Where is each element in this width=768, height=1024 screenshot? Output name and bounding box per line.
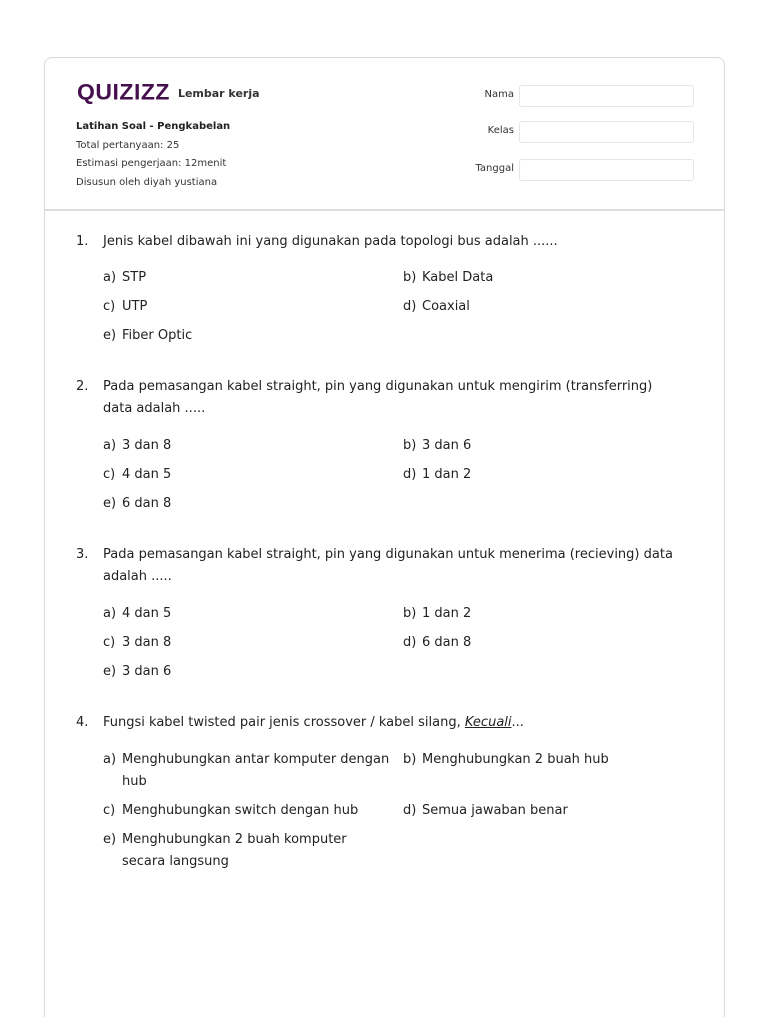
time-estimate: Estimasi pengerjaan: 12menit xyxy=(76,158,227,169)
option-letter: d) xyxy=(403,803,417,818)
option-text: 3 dan 8 xyxy=(122,635,172,650)
option-letter: d) xyxy=(403,467,417,482)
name-label: Nama xyxy=(484,89,514,100)
question-number: 4. xyxy=(76,715,89,730)
option-letter: b) xyxy=(403,752,417,767)
option-text: 3 dan 8 xyxy=(122,438,172,453)
option-text: 4 dan 5 xyxy=(122,467,172,482)
option-text: Menghubungkan 2 buah komputer secara langsung xyxy=(122,832,347,869)
option-letter: c) xyxy=(103,299,116,314)
option-text: 6 dan 8 xyxy=(422,635,472,650)
option-text: 6 dan 8 xyxy=(122,496,172,511)
option-text: Kabel Data xyxy=(422,270,494,285)
option-text: 3 dan 6 xyxy=(422,438,472,453)
class-input[interactable] xyxy=(519,121,694,143)
option-text: Menghubungkan 2 buah hub xyxy=(422,752,609,767)
option-letter: a) xyxy=(103,438,117,453)
worksheet-header xyxy=(45,58,724,211)
option-letter: e) xyxy=(103,328,117,343)
option-letter: b) xyxy=(403,270,417,285)
worksheet-title: Latihan Soal - Pengkabelan xyxy=(76,121,231,132)
option-text: Coaxial xyxy=(422,299,470,314)
question-text xyxy=(103,712,683,734)
option-text: 1 dan 2 xyxy=(422,467,472,482)
option-letter: e) xyxy=(103,496,117,511)
date-field xyxy=(450,159,694,181)
total-questions: Total pertanyaan: 25 xyxy=(76,139,180,151)
question-text-main: Fungsi kabel twisted pair jenis crossover / kabel silang, xyxy=(103,715,465,730)
option-letter: c) xyxy=(103,803,116,818)
question-emphasis: Kecuali xyxy=(464,715,512,730)
question-text-ellipsis: ... xyxy=(511,715,524,730)
option-text: UTP xyxy=(122,299,148,314)
worksheet xyxy=(44,57,725,1017)
quizizz-logo: QUIZIZZ xyxy=(77,79,170,105)
author: Disusun oleh diyah yustiana xyxy=(76,176,218,188)
question-text: Pada pemasangan kabel straight, pin yang digunakan untuk menerima (recieving) data adalah ..... xyxy=(103,547,673,584)
option-letter: c) xyxy=(103,635,116,650)
option-text: Menghubungkan antar komputer dengan hub xyxy=(122,752,390,789)
option-letter: e) xyxy=(103,664,117,679)
worksheet-meta xyxy=(76,118,230,192)
question-text: Pada pemasangan kabel straight, pin yang digunakan untuk mengirim (transferring) data adalah ..... xyxy=(103,379,653,416)
option-letter: b) xyxy=(403,606,417,621)
question-text: Jenis kabel dibawah ini yang digunakan pada topologi bus adalah ...... xyxy=(103,234,558,249)
question-number: 1. xyxy=(76,234,89,249)
question-number: 3. xyxy=(76,547,89,562)
option-letter: e) xyxy=(103,832,117,847)
question-number: 2. xyxy=(76,379,89,394)
option-letter: a) xyxy=(103,752,117,767)
option-text: 3 dan 6 xyxy=(122,664,172,679)
name-field xyxy=(450,85,694,107)
option-letter: d) xyxy=(403,299,417,314)
class-label: Kelas xyxy=(487,125,514,136)
name-input[interactable] xyxy=(519,85,694,107)
option-letter: c) xyxy=(103,467,116,482)
doc-type-label: Lembar kerja xyxy=(177,87,260,100)
date-input[interactable] xyxy=(519,159,694,181)
brand xyxy=(77,80,260,104)
class-field xyxy=(450,121,694,143)
option-letter: a) xyxy=(103,270,117,285)
option-letter: a) xyxy=(103,606,117,621)
date-label: Tanggal xyxy=(475,163,514,174)
option-letter: b) xyxy=(403,438,417,453)
option-text: Menghubungkan switch dengan hub xyxy=(122,803,359,818)
option-letter: d) xyxy=(403,635,417,650)
option-text: 1 dan 2 xyxy=(422,606,472,621)
option-text: STP xyxy=(122,270,147,285)
option-text: Semua jawaban benar xyxy=(422,803,568,818)
option-text: Fiber Optic xyxy=(122,328,193,343)
option-text: 4 dan 5 xyxy=(122,606,172,621)
